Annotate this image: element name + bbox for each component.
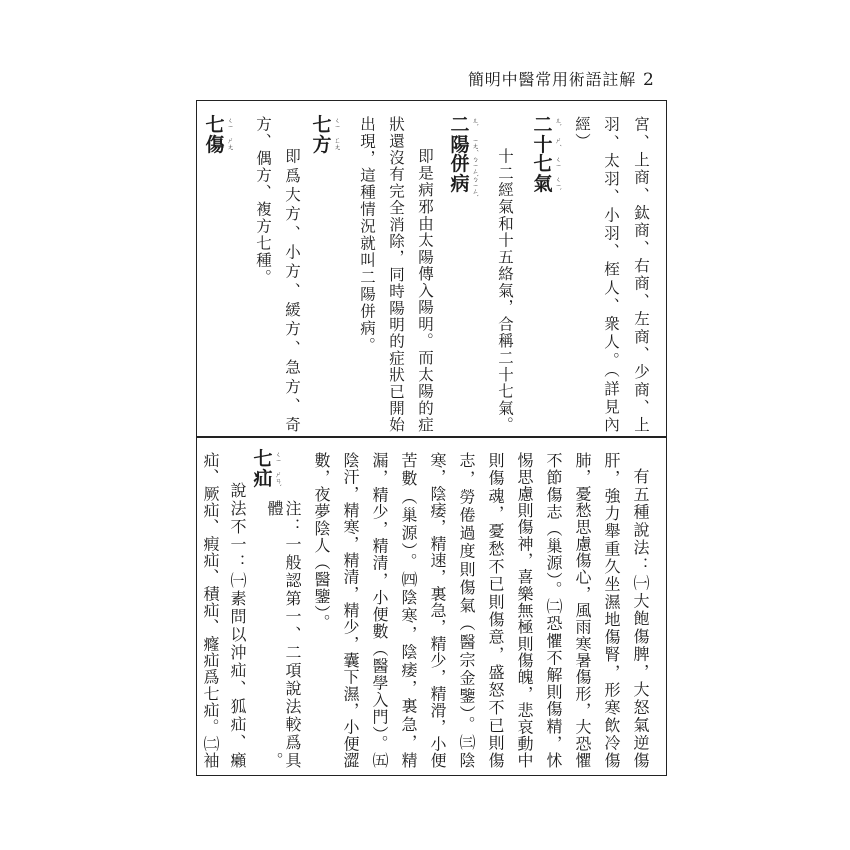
term-heading <box>450 114 479 197</box>
term-character-text: 氣 <box>533 172 553 195</box>
body-text-line: 十二經氣和十五絡氣，合稱二十七氣。 <box>496 148 514 432</box>
term-character-text: 二 <box>533 114 553 136</box>
term-character-text: 七 <box>205 114 225 136</box>
zhuyin-annotation: ㄑㄧ <box>226 117 234 129</box>
continued-text-line: 陰汗，精寒，精清，精少，囊下濕，小便澀 <box>341 452 360 768</box>
term-character <box>533 172 562 195</box>
term-character-text: 二 <box>450 114 470 136</box>
body-text-line: 疝、厥疝、瘕疝、積疝、癃疝爲七疝。㈡袖 <box>201 452 220 768</box>
zhuyin-annotation: ㄅㄧㄥˋ <box>471 156 479 178</box>
zhuyin-annotation: ㄧㄤˊ <box>471 136 479 152</box>
continued-text-line: 苦數（巢源）。㈣陰寒，陰痿，裏急，精 <box>399 452 418 768</box>
term-character <box>450 172 479 197</box>
running-header-title: 簡明中醫常用術語註解 <box>468 70 637 89</box>
term-character-text: 七 <box>253 448 273 470</box>
term-character-text: 方 <box>312 133 332 156</box>
zhuyin-annotation: ㄅㄧㄥˋ <box>471 175 479 197</box>
zhuyin-annotation: ㄕˊ <box>554 136 562 147</box>
continued-text-line: 惕思慮則傷神，喜樂無極則傷魄，悲哀動中 <box>515 452 534 768</box>
continued-text-line: 寒，陰痿，精速，裏急，精少，精滑，小便 <box>428 452 447 768</box>
note-text: 注：一般認第一、二項說法較爲具體。 <box>265 500 302 768</box>
continued-text-line: 數，夜夢陰人（醫鑒）。 <box>312 452 331 631</box>
body-text-line: 即是病邪由太陽傳入陽明。而太陽的症 <box>416 148 434 432</box>
continued-text-line: 宮、上商、鈦商、右商、左商、少商、上 <box>632 116 650 432</box>
page-number: 2 <box>643 70 654 90</box>
body-text-line: 即爲大方、小方、緩方、急方、奇 <box>283 148 301 432</box>
tier-divider-line <box>196 436 667 438</box>
body-text-line: 說法不一：㈠素問以沖疝、狐疝、癩 <box>228 482 247 768</box>
term-heading <box>312 114 341 156</box>
continued-text-line: 不節傷志（巢源）。㈡恐懼不解則傷精，怵 <box>544 452 563 768</box>
zhuyin-annotation: ㄦˋ <box>471 117 479 127</box>
continued-text-line: 肺，憂愁思慮傷心，風雨寒暑傷形，大恐懼 <box>573 452 592 768</box>
continued-text-line: 漏，精少，精清，小便數（醫學入門）。㈤ <box>370 452 389 768</box>
term-heading <box>533 114 562 195</box>
term-character-text: 十 <box>533 133 553 156</box>
zhuyin-annotation: ㄑㄧ <box>554 156 562 168</box>
zhuyin-annotation: ㄑㄧ <box>333 117 341 129</box>
term-character <box>312 133 341 156</box>
term-character <box>253 467 282 490</box>
zhuyin-annotation: ㄕㄢˋ <box>274 470 282 487</box>
zhuyin-annotation: ㄦˋ <box>554 117 562 127</box>
term-heading <box>205 114 234 156</box>
term-character-text: 疝 <box>253 467 273 490</box>
continued-text-line: 肝，強力舉重久坐濕地傷腎，形寒飲冷傷 <box>602 452 621 768</box>
term-character-text: 傷 <box>205 133 225 156</box>
zhuyin-annotation: ㄑㄧˋ <box>554 175 562 191</box>
term-character-text: 病 <box>450 172 470 195</box>
term-character-text: 七 <box>533 153 553 175</box>
zhuyin-annotation: ㄕㄤ <box>226 136 234 150</box>
term-character-text: 併 <box>450 153 470 175</box>
continued-text-line: 則傷魂，憂愁不已則傷意，盛怒不已則傷 <box>486 452 505 768</box>
continued-text-line: 經） <box>573 116 591 150</box>
zhuyin-annotation: ㄈㄤ <box>333 136 341 150</box>
continued-text-line: 羽、太羽、小羽、桎人、衆人。（詳見內 <box>602 116 620 432</box>
body-text-line: 方、偶方、複方七種。 <box>254 116 272 286</box>
term-heading <box>253 448 282 490</box>
continued-text-line: 有五種說法：㈠大飽傷脾，大怒氣逆傷 <box>631 468 650 768</box>
term-character <box>205 133 234 156</box>
term-character-text: 七 <box>312 114 332 136</box>
body-text-line: 出現，這種情況就叫二陽併病。 <box>358 116 376 354</box>
continued-text-line: 志，勞倦過度則傷氣（醫宗金鑒）。㈢陰 <box>457 452 476 768</box>
term-character-text: 陽 <box>450 133 470 156</box>
body-text-line: 狀還沒有完全消除，同時陽明的症狀已開始 <box>387 116 405 432</box>
zhuyin-annotation: ㄑㄧ <box>274 451 282 463</box>
